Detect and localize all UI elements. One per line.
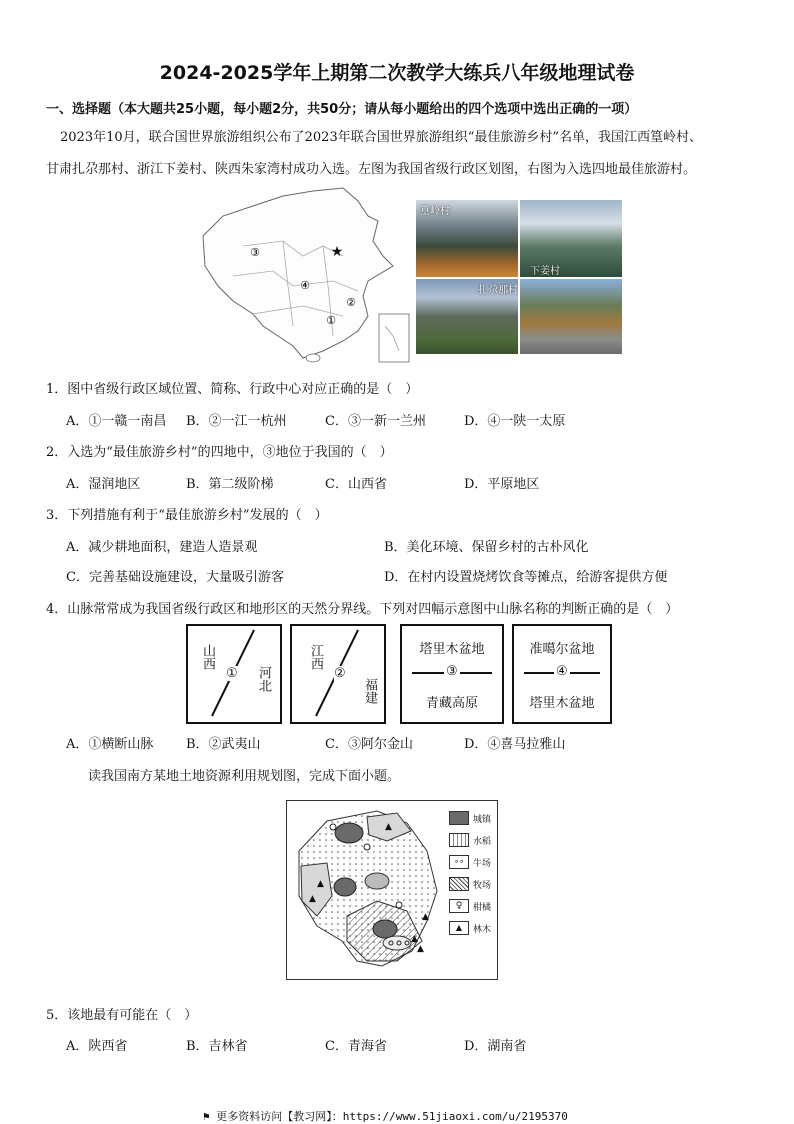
intro-line-2: 甘肃扎尕那村、浙江下姜村、陕西朱家湾村成功入选。左图为我国省级行政区划图，右图为入选四地最佳旅游村。 [46,162,697,177]
question-2-option-c[interactable]: C．山西省 [325,477,387,492]
question-4-option-c[interactable]: C．③阿尔金山 [325,737,413,752]
footer-link[interactable] [203,1108,568,1124]
legend-swatch-pasture [449,877,469,891]
section-heading: 一、选择题（本大题共25小题，每小题2分，共50分；请从每小题给出的四个选项中选出正确的一项） [46,102,638,117]
diagram-3-bottom: 青藏高原 [425,696,478,711]
question-1-option-c[interactable]: C．③一新一兰州 [325,414,426,429]
legend-swatch-town [449,811,469,825]
question-5-option-b[interactable]: B．吉林省 [186,1039,248,1054]
photo-xiajiang [520,200,622,277]
diagram-4-bottom: 塔里木盆地 [529,696,595,711]
photo-zhagana [416,279,518,354]
question-4-stem: 4．山脉常常成为我国省级行政区和地形区的天然分界线。下列对四幅示意图中山脉名称的判断正确的是（ ） [46,602,679,617]
china-map-marker: ④ [300,279,310,292]
question-5-option-c[interactable]: C．青海省 [325,1039,387,1054]
question-5-option-a[interactable]: A．陕西省 [66,1039,128,1054]
question-5-stem: 5．该地最有可能在（ ） [46,1008,198,1023]
diagram-1-left: 山西 [200,644,215,670]
legend-label-town: 城镇 [473,814,492,825]
legend-swatch-rice [449,833,469,847]
svg-text:▲: ▲ [309,894,316,904]
diagram-2-left: 江西 [308,644,323,670]
legend-swatch-forest: ▲ [449,921,469,935]
diagram-3 [400,624,504,724]
svg-text:★: ★ [330,244,344,260]
question-2-option-b[interactable]: B．第二级阶梯 [186,477,274,492]
question-3-option-a[interactable]: A．减少耕地面积，建造人造景观 [66,540,258,555]
question-4-option-d[interactable]: D．④喜马拉雅山 [464,737,566,752]
china-map-marker: ③ [250,246,260,259]
diagram-1-marker: ① [226,666,238,681]
diagram-4 [512,624,612,724]
flag-icon: ⚑ [203,1110,210,1123]
photo-huangling [416,200,518,277]
svg-text:▲: ▲ [317,879,324,889]
legend-label-cattle: 牛场 [473,858,492,869]
diagram-2-marker: ② [334,666,346,681]
question-1-option-a[interactable]: A．①一赣一南昌 [66,414,167,429]
photo-label: 篁岭村 [420,206,450,217]
china-map-marker: ① [326,314,336,327]
question-3-option-c[interactable]: C．完善基础设施建设，大量吸引游客 [66,570,284,585]
legend-label-pasture: 牧场 [473,880,492,891]
question-3-option-b[interactable]: B．美化环境、保留乡村的古朴风化 [384,540,589,555]
question-2-stem: 2．入选为“最佳旅游乡村”的四地中，③地位于我国的（ ） [46,445,393,460]
diagram-4-top: 准噶尔盆地 [529,642,595,657]
legend-label-citrus: 柑橘 [473,902,492,913]
legend-swatch-citrus: ♀ [449,899,469,913]
svg-text:▲: ▲ [411,934,418,944]
diagram-3-top: 塔里木盆地 [419,642,485,657]
question-4-option-b[interactable]: B．②武夷山 [186,737,261,752]
svg-text:▲: ▲ [422,912,429,922]
intro-line-1: 2023年10月，联合国世界旅游组织公布了2023年联合国世界旅游组织“最佳旅游乡村”名单，我国江西篁岭村、 [60,130,703,145]
land-use-map [286,800,498,980]
page-title: 2024-2025学年上期第二次教学大练兵八年级地理试卷 [159,62,635,84]
diagram-2-right: 福建 [362,678,377,704]
diagram-1-right: 河北 [256,666,271,692]
diagram-4-marker: ④ [556,664,568,679]
question-1-option-b[interactable]: B．②一江一杭州 [186,414,287,429]
land-legend [449,807,493,939]
diagram-2 [290,624,386,724]
photo-label: 扎尕那村 [478,285,518,296]
question-1-stem: 1．图中省级行政区域位置、简称、行政中心对应正确的是（ ） [46,382,419,397]
diagram-1 [186,624,282,724]
question-3-option-d[interactable]: D．在村内设置烧烤饮食等摊点，给游客提供方便 [384,570,668,585]
footer-text: 更多资料访问【教习网】：https://www.51jiaoxi.com/u/2195370 [216,1110,568,1123]
china-map [193,186,413,366]
photo-label: 下姜村 [530,266,560,277]
question-4-option-a[interactable]: A．①横断山脉 [66,737,154,752]
question-2-option-a[interactable]: A．湿润地区 [66,477,141,492]
legend-label-forest: 林木 [473,924,492,935]
question-1-option-d[interactable]: D．④一陕一太原 [464,414,566,429]
question-3-stem: 3．下列措施有利于“最佳旅游乡村”发展的（ ） [46,508,328,523]
question-2-option-d[interactable]: D．平原地区 [464,477,540,492]
land-map-intro: 读我国南方某地土地资源利用规划图，完成下面小题。 [88,769,401,784]
diagram-3-marker: ③ [446,664,458,679]
question-5-option-d[interactable]: D．湖南省 [464,1039,527,1054]
legend-label-rice: 水稻 [473,836,492,847]
china-map-marker: ② [346,296,356,309]
svg-text:▲: ▲ [385,822,392,832]
svg-text:▲: ▲ [417,944,424,954]
legend-swatch-cattle: ∘∘ [449,855,469,869]
photo-zhujiawan [520,279,622,354]
